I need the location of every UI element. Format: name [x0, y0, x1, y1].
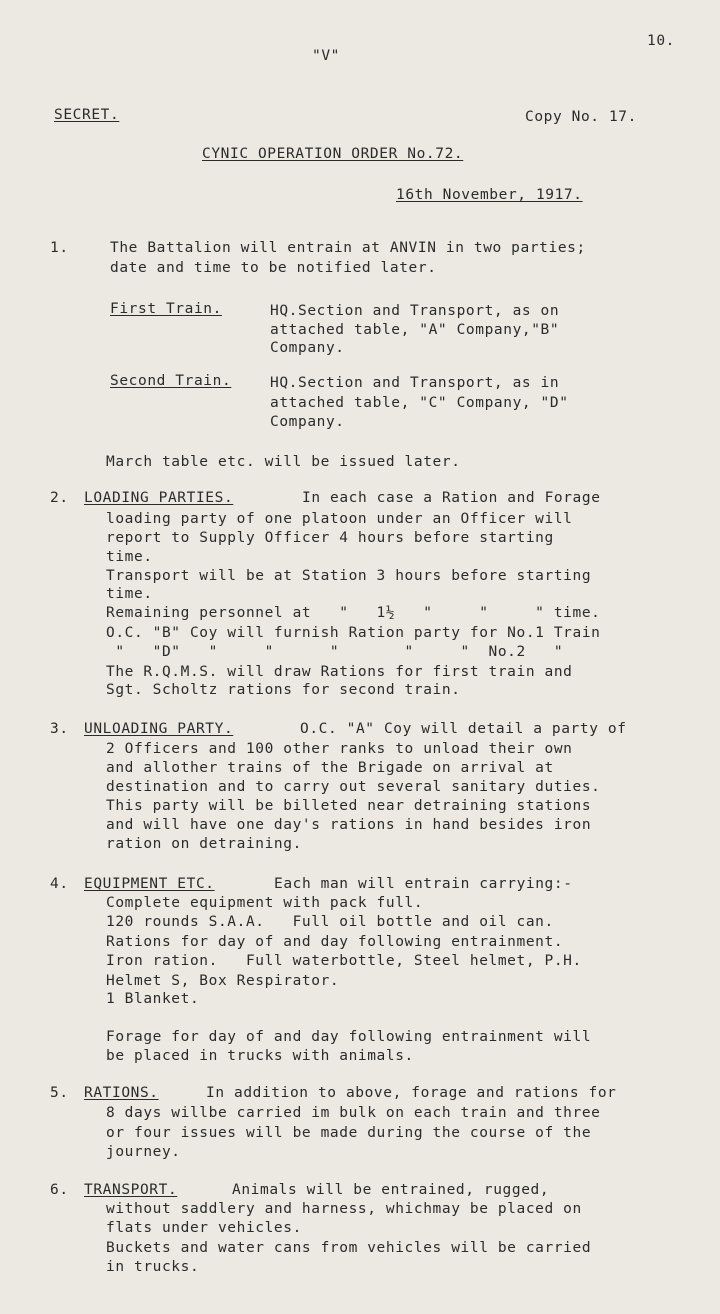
text-line: O.C. "B" Coy will furnish Ration party for No.1 Train — [106, 625, 601, 641]
paragraph-heading: RATIONS. — [84, 1085, 159, 1101]
text-line: The R.Q.M.S. will draw Rations for first train and — [106, 664, 573, 680]
paragraph-heading: UNLOADING PARTY. — [84, 721, 234, 737]
order-date: 16th November, 1917. — [396, 187, 583, 203]
text-line: without saddlery and harness, whichmay be placed on — [106, 1201, 582, 1217]
text-line: and will have one day's rations in hand besides iron — [106, 817, 592, 833]
paragraph-number: 3. — [50, 721, 69, 737]
text-line: time. — [106, 586, 153, 602]
text-line: Each man will entrain carrying:- — [274, 876, 573, 892]
paragraph-heading: LOADING PARTIES. — [84, 490, 234, 506]
text-line: or four issues will be made during the course of the — [106, 1125, 592, 1141]
text-line: Buckets and water cans from vehicles will be carried — [106, 1240, 592, 1256]
paragraph-number: 5. — [50, 1085, 69, 1101]
text-line: Sgt. Scholtz rations for second train. — [106, 682, 461, 698]
text-line: Helmet S, Box Respirator. — [106, 973, 340, 989]
text-line: attached table, "A" Company,"B" — [270, 322, 560, 338]
paragraph-number: 4. — [50, 876, 69, 892]
text-line: be placed in trucks with animals. — [106, 1048, 414, 1064]
copy-number: Copy No. 17. — [525, 109, 637, 125]
text-line: report to Supply Officer 4 hours before starting — [106, 530, 554, 546]
text-line: loading party of one platoon under an Officer will — [106, 511, 573, 527]
paragraph-heading: TRANSPORT. — [84, 1182, 178, 1198]
text-line: " "D" " " " " " No.2 " — [106, 644, 564, 660]
text-line: Company. — [270, 414, 345, 430]
text-line: 1 Blanket. — [106, 991, 200, 1007]
text-line: destination and to carry out several sanitary duties. — [106, 779, 601, 795]
text-line: HQ.Section and Transport, as on — [270, 303, 560, 319]
text-line: Forage for day of and day following entrainment will — [106, 1029, 592, 1045]
text-line: in trucks. — [106, 1259, 200, 1275]
text-line: O.C. "A" Coy will detail a party of — [300, 721, 627, 737]
paragraph-heading: EQUIPMENT ETC. — [84, 876, 215, 892]
classification: SECRET. — [54, 107, 120, 123]
text-line: 8 days willbe carried im bulk on each train and three — [106, 1105, 601, 1121]
text-line: This party will be billeted near detraining stations — [106, 798, 592, 814]
annex-letter: "V" — [312, 48, 340, 64]
text-line: and allother trains of the Brigade on arrival at — [106, 760, 554, 776]
text-line: The Battalion will entrain at ANVIN in two parties; — [110, 240, 586, 256]
text-line: time. — [106, 549, 153, 565]
paragraph-number: 1. — [50, 240, 69, 256]
paragraph-number: 6. — [50, 1182, 69, 1198]
first-train-label: First Train. — [110, 301, 222, 317]
text-line: date and time to be notified later. — [110, 260, 437, 276]
text-line: Company. — [270, 340, 345, 356]
text-line: Animals will be entrained, rugged, — [232, 1182, 550, 1198]
text-line: 2 Officers and 100 other ranks to unload their own — [106, 741, 573, 757]
text-line: attached table, "C" Company, "D" — [270, 395, 569, 411]
text-line: 120 rounds S.A.A. Full oil bottle and oil can. — [106, 914, 554, 930]
text-line: Rations for day of and day following entrainment. — [106, 934, 564, 950]
text-line: ration on detraining. — [106, 836, 302, 852]
text-line: In each case a Ration and Forage — [302, 490, 601, 506]
page-number: 10. — [647, 33, 675, 49]
text-line: Transport will be at Station 3 hours before starting — [106, 568, 592, 584]
paragraph-number: 2. — [50, 490, 69, 506]
text-line: HQ.Section and Transport, as in — [270, 375, 560, 391]
order-title: CYNIC OPERATION ORDER No.72. — [202, 146, 464, 162]
text-line: flats under vehicles. — [106, 1220, 302, 1236]
second-train-label: Second Train. — [110, 373, 232, 389]
text-line: March table etc. will be issued later. — [106, 454, 461, 470]
text-line: Remaining personnel at " 1½ " " " time. — [106, 605, 601, 621]
text-line: journey. — [106, 1144, 181, 1160]
text-line: In addition to above, forage and rations for — [206, 1085, 617, 1101]
text-line: Complete equipment with pack full. — [106, 895, 424, 911]
text-line: Iron ration. Full waterbottle, Steel helmet, P.H. — [106, 953, 582, 969]
